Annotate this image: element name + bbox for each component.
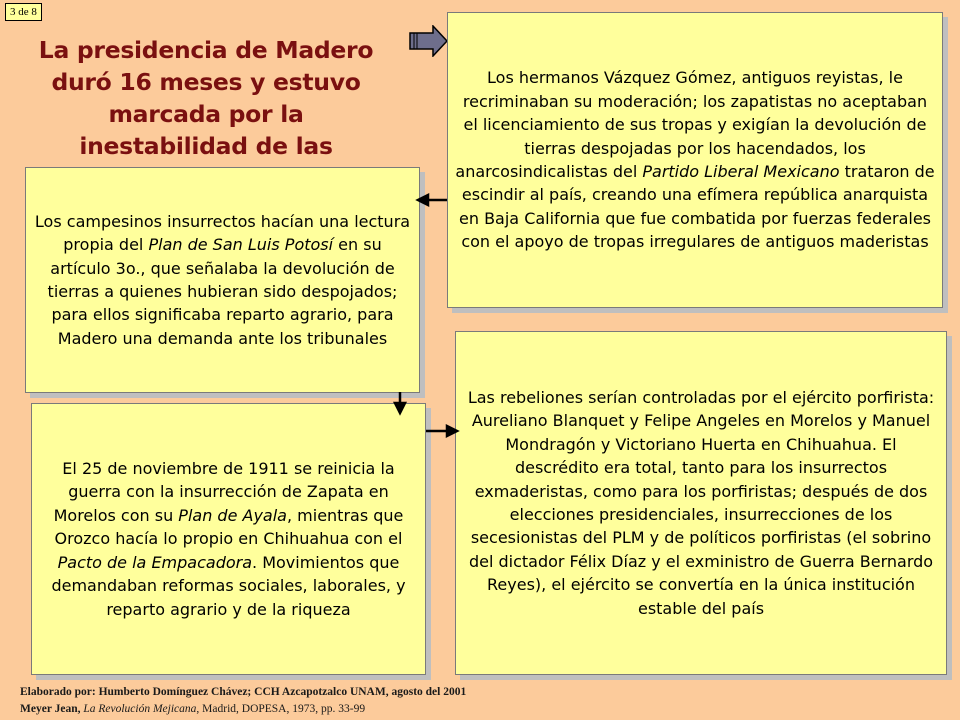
footer-credit-line: Elaborado por: Humberto Domínguez Chávez; CCH Azcapotzalco UNAM, agosto del 2001 bbox=[20, 686, 467, 698]
arrow-right-icon bbox=[426, 426, 457, 436]
footer-credits bbox=[20, 684, 740, 718]
box-hermanos-text: Los hermanos Vázquez Gómez, antiguos reyistas, le recriminaban su moderación; los zapatistas no aceptaban el licenciamiento de sus tropas y exigían la devolución de tierras despojadas por los hacendados, los anarcosindicalistas del Partido Liberal Mexicano trataron de escindir al país, creando una efímera república anarquista en Baja California que fue combatida por fuerzas federales con el apoyo de tropas irregulares de antiguos maderistas bbox=[455, 68, 935, 252]
page-indicator: 3 de 8 bbox=[5, 3, 42, 21]
box-campesinos-text: Los campesinos insurrectos hacían una lectura propia del Plan de San Luis Potosí en su artículo 3o., que señalaba la devolución de tierras a quienes hubieran sido despojados; para ellos significaba reparto agrario, para Madero una demanda ante los tribunales bbox=[34, 211, 411, 348]
box-noviembre-text: El 25 de noviembre de 1911 se reinicia la guerra con la insurrección de Zapata en Morelos con su Plan de Ayala, mientras que Orozco hacía lo propio en Chihuahua con el Pacto de la Empacadora. Movimientos que demandaban reformas sociales, laborales, y reparto agrario y de la riqueza bbox=[51, 459, 406, 619]
arrow-left-icon bbox=[418, 195, 447, 205]
box-rebeliones-text: Las rebeliones serían controladas por el ejército porfirista: Aureliano Blanquet y Felipe Angeles en Morelos y Manuel Mondragón y Victoriano Huerta en Chihuahua. El descrédito era total, tanto para los insurrectos exmaderistas, como para los porfiristas; después de dos elecciones presidenciales, insurrecciones de los secesionistas del PLM y de políticos porfiristas (el sobrino del dictador Félix Díaz y el exministro de Guerra Bernardo Reyes), el ejército se convertía en la única institución estable del país bbox=[467, 387, 935, 618]
slide-title: La presidencia de Madero duró 16 meses y estuvo marcada por la inestabilidad de las bbox=[38, 36, 374, 160]
footer-reference-line: Meyer Jean, La Revolución Mejicana, Madrid, DOPESA, 1973, pp. 33-99 bbox=[20, 703, 366, 715]
arrow-down-icon bbox=[395, 392, 405, 413]
